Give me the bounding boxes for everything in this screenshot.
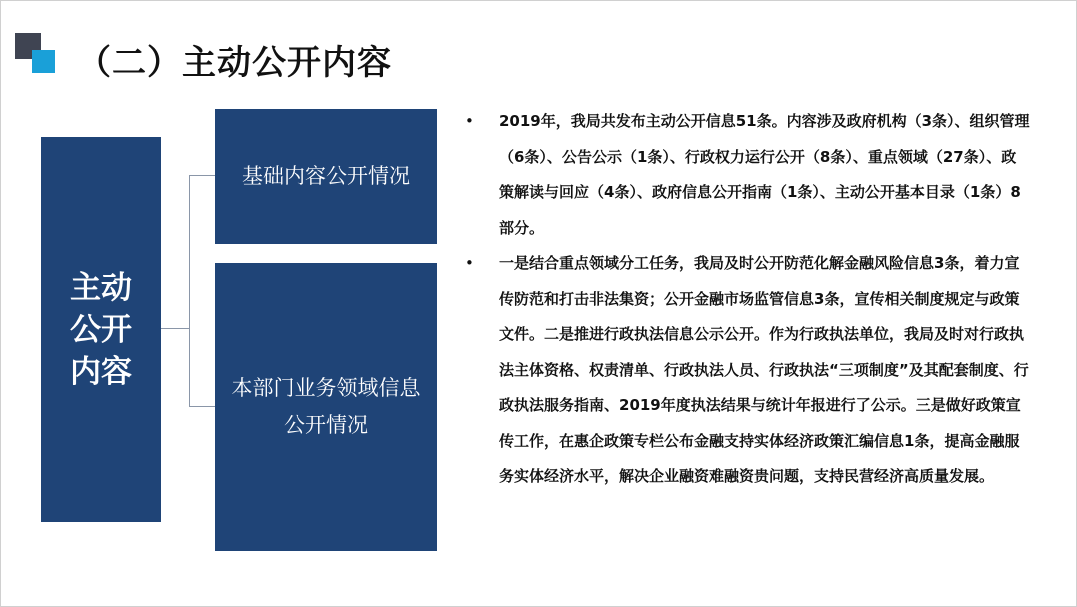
- subtopic-label-basic: 基础内容公开情况: [242, 164, 410, 188]
- subtopic-label-department: 本部门业务领域信息公开情况: [231, 376, 421, 437]
- main-topic-box: [41, 137, 161, 522]
- bullet-list: [461, 104, 1031, 495]
- connector-top-branch: [189, 175, 215, 176]
- bullet-dot-icon: •: [465, 112, 474, 130]
- slide-title: （二）主动公开内容: [77, 43, 392, 83]
- bullet-text: 2019年，我局共发布主动公开信息51条。内容涉及政府机构（3条）、组织管理（6条）、公告公示（1条）、行政权力运行公开（8条）、重点领域（27条）、政策解读与回应（4条）、政府信息公开指南（1条）、主动公开基本目录（1条）8部分。: [499, 112, 1030, 237]
- connector-vertical: [189, 175, 190, 407]
- bullet-dot-icon: •: [465, 254, 474, 272]
- bullet-text: 一是结合重点领域分工任务，我局及时公开防范化解金融风险信息3条，着力宣传防范和打击非法集资；公开金融市场监管信息3条，宣传相关制度规定与政策文件。二是推进行政执法信息公示公开。作为行政执法单位，我局及时对行政执法主体资格、权责清单、行政执法人员、行政执法“三项制度”及其配套制度、行政执法服务指南、2019年度执法结果与统计年报进行了公示。三是做好政策宣传工作，在惠企政策专栏公布金融支持实体经济政策汇编信息1条，提高金融服务实体经济水平，解决企业融资难融资贵问题，支持民营经济高质量发展。: [499, 254, 1029, 485]
- title-decoration-blue-square: [32, 50, 55, 73]
- connector-main: [161, 328, 190, 329]
- subtopic-box-department: [215, 263, 437, 551]
- subtopic-box-basic: [215, 109, 437, 244]
- main-topic-label: 主动公开内容: [70, 269, 132, 390]
- bullet-item: [461, 246, 1031, 495]
- bullet-item: [461, 104, 1031, 246]
- connector-bottom-branch: [189, 406, 215, 407]
